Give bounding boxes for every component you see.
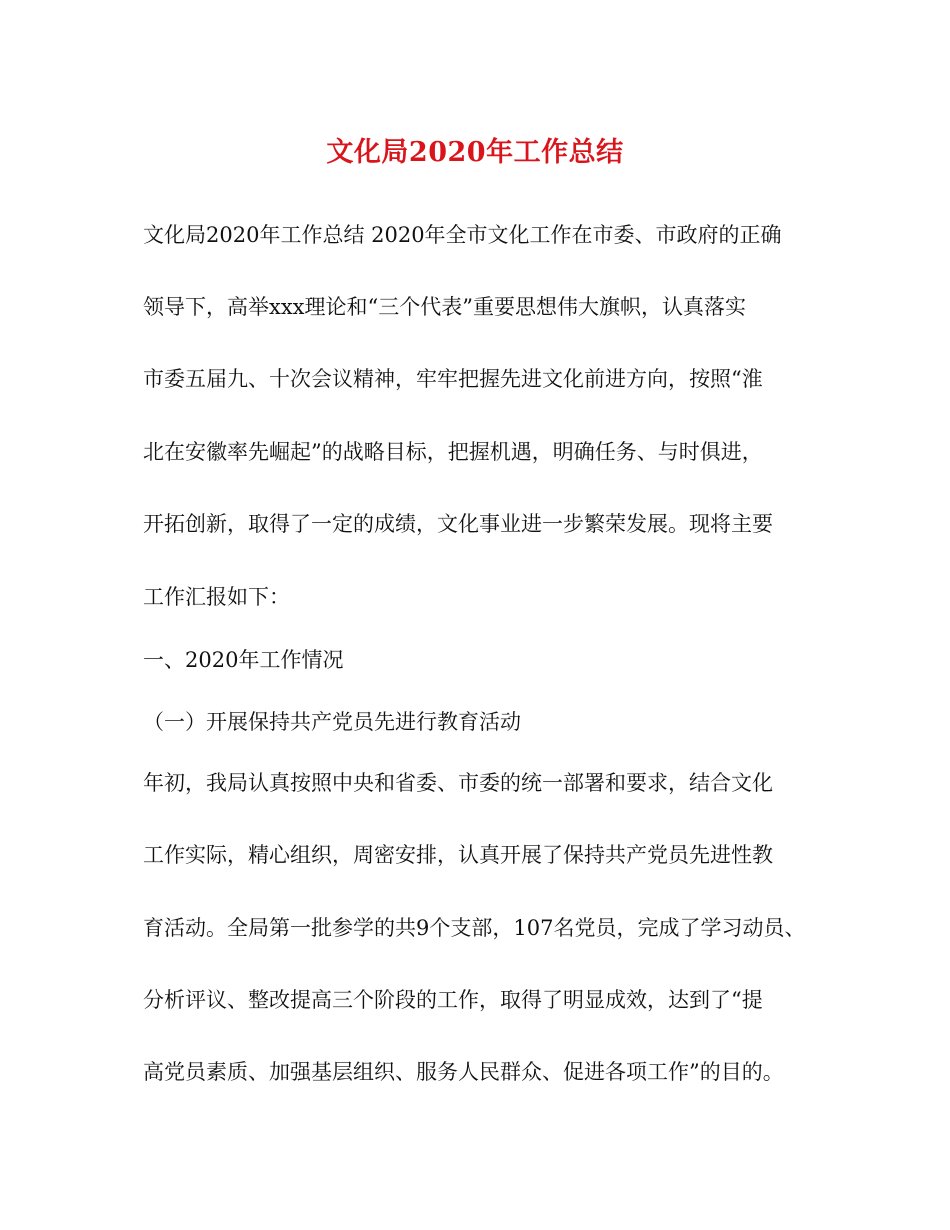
body-line-6: 工作汇报如下： <box>143 585 290 609</box>
subsection-heading-1: （一）开展保持共产党员先进行教育活动 <box>143 710 521 734</box>
body-line-4: 北在安徽率先崛起”的战略目标，把握机遇，明确任务、与时俱进， <box>143 440 763 464</box>
body-line-8: 工作实际，精心组织，周密安排，认真开展了保持共产党员先进性教 <box>143 843 773 867</box>
section-heading-1: 一、2020年工作情况 <box>143 648 344 672</box>
body-line-5: 开拓创新，取得了一定的成绩，文化事业进一步繁荣发展。现将主要 <box>143 512 773 536</box>
body-line-9: 育活动。全局第一批参学的共9个支部，107名党员，完成了学习动员、 <box>143 916 806 940</box>
body-line-10: 分析评议、整改提高三个阶段的工作，取得了明显成效，达到了“提 <box>143 988 763 1012</box>
body-line-2: 领导下，高举xxx理论和“三个代表”重要思想伟大旗帜，认真落实 <box>143 295 746 319</box>
body-line-3: 市委五届九、十次会议精神，牢牢把握先进文化前进方向，按照“淮 <box>143 367 763 391</box>
body-line-1: 文化局2020年工作总结 2020年全市文化工作在市委、市政府的正确 <box>143 223 782 247</box>
document-title: 文化局2020年工作总结 <box>326 137 624 168</box>
body-line-11: 高党员素质、加强基层组织、服务人民群众、促进各项工作”的目的。 <box>143 1060 784 1084</box>
body-line-7: 年初，我局认真按照中央和省委、市委的统一部署和要求，结合文化 <box>143 771 773 795</box>
